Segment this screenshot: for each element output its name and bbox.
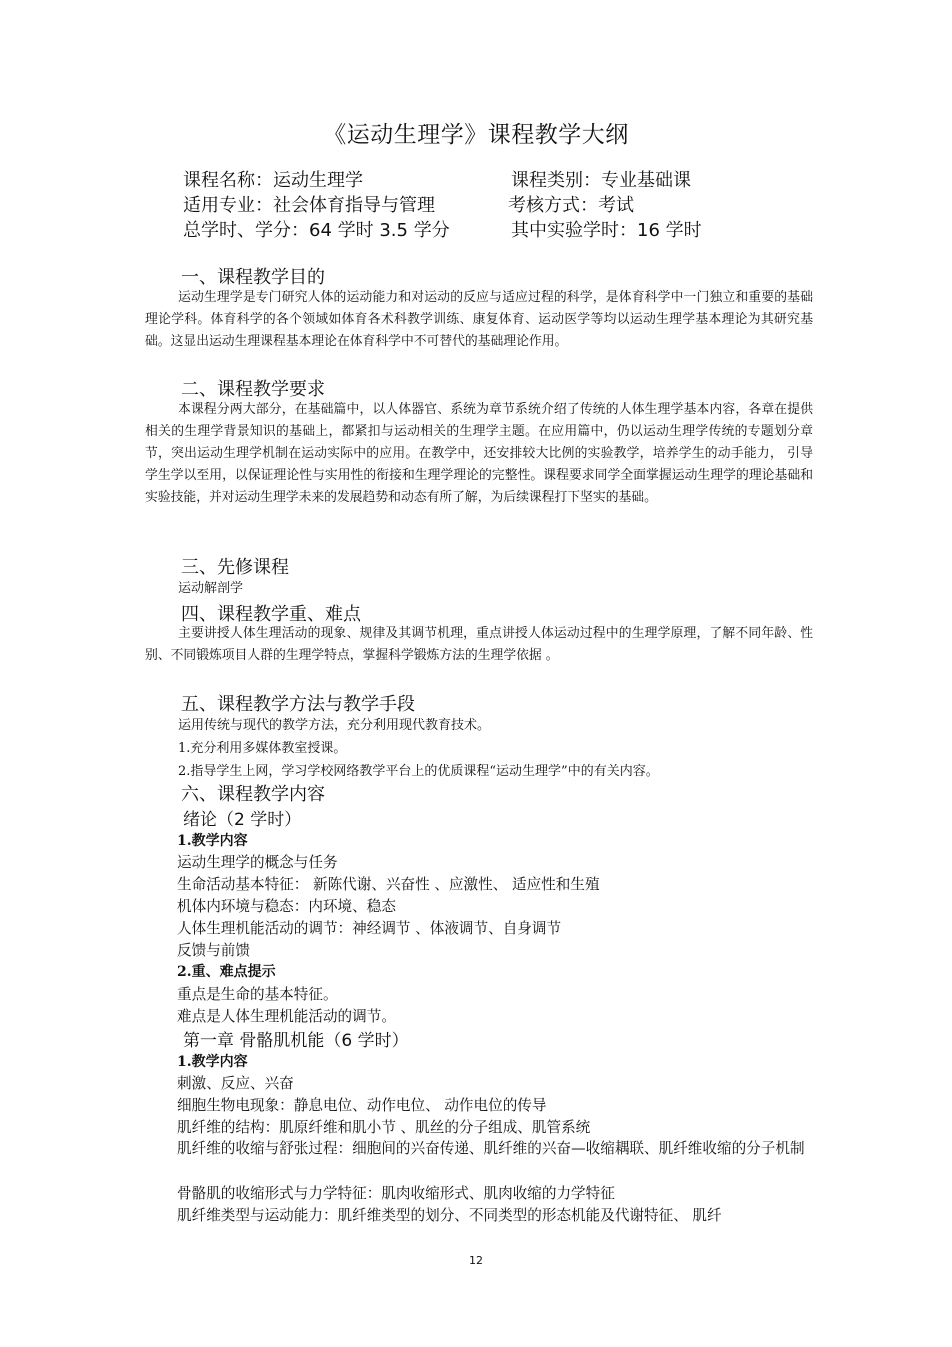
chapter1-line: 骨骼肌的收缩形式与力学特征：肌肉收缩形式、肌肉收缩的力学特征: [177, 1185, 615, 1202]
chapter1-line: 肌纤维的结构：肌原纤维和肌小节 、肌丝的分子组成、肌管系统: [177, 1119, 591, 1136]
intro-content-line: 人体生理机能活动的调节：神经调节 、体液调节、自身调节: [177, 920, 562, 937]
intro-title: 绪论（2 学时）: [183, 810, 302, 830]
chapter1-line: 细胞生物电现象：静息电位、动作电位、 动作电位的传导: [177, 1097, 547, 1114]
chapter1-line: 肌纤维类型与运动能力：肌纤维类型的划分、不同类型的形态机能及代谢特征、 肌纤: [177, 1207, 722, 1224]
intro-content-line: 反馈与前馈: [177, 942, 250, 959]
chapter1-line: 刺激、反应、兴奋: [177, 1075, 294, 1092]
lab-hours: 其中实验学时：16 学时: [511, 220, 702, 241]
assessment-method: 考核方式：考试: [508, 195, 634, 216]
course-name: 课程名称：运动生理学: [183, 170, 363, 191]
section-text-requirements: 本课程分两大部分，在基础篇中，以人体器官、系统为章节系统介绍了传统的人体生理学基本内容，各章在提供相关的生理学背景知识的基础上，都紧扣与运动相关的生理学主题。在应用篇中，仍以运动生理学传统的专题划分章节，突出运动生理学机制在运动实际中的应用。在教学中，还安排较大比例的实验教学，培养学生的动手能力， 引导学生学以至用，以保证理论性与实用性的衔接和生理学理论的完整性。课程要求同学全面掌握运动生理学的理论基础和实验技能，并对运动生理学未来的发展趋势和动态有所了解，为后续课程打下坚实的基础。: [145, 402, 813, 505]
section-heading-requirements: 二、课程教学要求: [181, 379, 325, 400]
intro-content-line: 生命活动基本特征： 新陈代谢、兴奋性 、应激性、 适应性和生殖: [177, 876, 600, 893]
chapter1-paragraph: 肌纤维的收缩与舒张过程：细胞间的兴奋传递、肌纤维的兴奋—收缩耦联、肌纤维收缩的分子机制: [177, 1140, 805, 1157]
section-heading-content: 六、课程教学内容: [181, 784, 325, 805]
section-heading-purpose: 一、课程教学目的: [181, 267, 325, 288]
chapter1-content-label: 1.教学内容: [177, 1054, 248, 1070]
intro-key-line: 重点是生命的基本特征。: [177, 986, 338, 1003]
section-text-prerequisites: 运动解剖学: [178, 581, 244, 596]
chapter1-title: 第一章 骨骼肌机能（6 学时）: [183, 1031, 409, 1051]
applicable-major: 适用专业：社会体育指导与管理: [183, 195, 435, 216]
page-title: 《运动生理学》课程教学大纲: [323, 122, 629, 148]
methods-line: 1.充分利用多媒体教室授课。: [178, 741, 347, 756]
intro-content-label: 1.教学内容: [177, 833, 248, 849]
intro-key-label: 2.重、难点提示: [177, 964, 276, 980]
methods-line: 2.指导学生上网，学习学校网络教学平台上的优质课程“运动生理学”中的有关内容。: [178, 764, 659, 779]
section-heading-prerequisites: 三、先修课程: [181, 557, 289, 578]
page-number: 12: [469, 1254, 483, 1267]
total-hours-credits: 总学时、学分：64 学时 3.5 学分: [183, 220, 450, 241]
course-category: 课程类别：专业基础课: [511, 170, 691, 191]
section-text-key-points: 主要讲授人体生理活动的现象、规律及其调节机理，重点讲授人体运动过程中的生理学原理，了解不同年龄、性别、不同锻炼项目人群的生理学特点，掌握科学锻炼方法的生理学依据 。: [145, 626, 813, 663]
intro-content-line: 运动生理学的概念与任务: [177, 854, 338, 871]
intro-content-line: 机体内环境与稳态：内环境、稳态: [177, 898, 396, 915]
section-heading-key-points: 四、课程教学重、难点: [181, 604, 361, 625]
section-heading-methods: 五、课程教学方法与教学手段: [181, 694, 415, 715]
section-text-purpose: 运动生理学是专门研究人体的运动能力和对运动的反应与适应过程的科学，是体育科学中一门独立和重要的基础理论学科。体育科学的各个领域如体育各术科教学训练、康复体育、运动医学等均以运动生理学基本理论为其研究基础。这显出运动生理课程基本理论在体育科学中不可替代的基础理论作用。: [145, 290, 813, 349]
methods-line: 运用传统与现代的教学方法，充分利用现代教育技术。: [178, 718, 491, 733]
intro-key-line: 难点是人体生理机能活动的调节。: [177, 1008, 396, 1025]
